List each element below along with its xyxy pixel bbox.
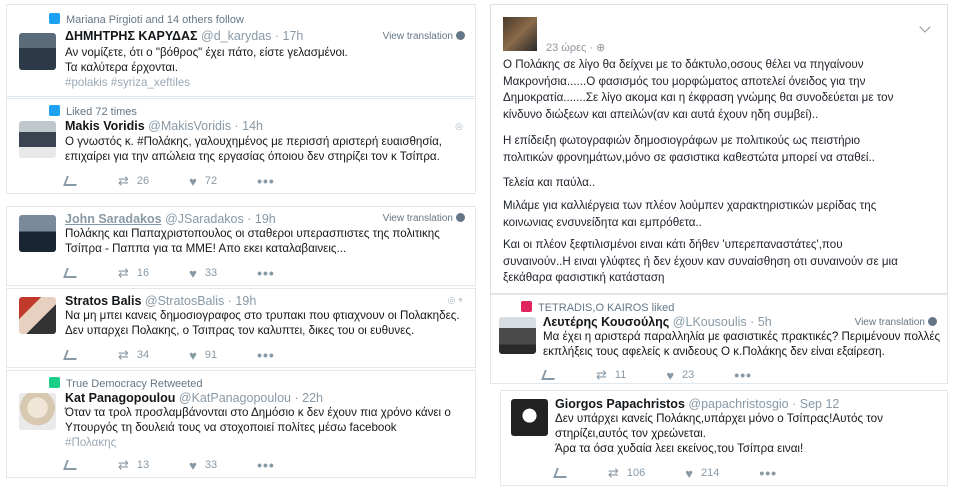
tweet-context bbox=[49, 377, 203, 390]
globe-icon bbox=[928, 317, 937, 326]
tweet-kousoulis[interactable] bbox=[490, 294, 948, 384]
post-line: Μακρονήσια......Ο φασισμός του μορφώματος αποτελεί όνειδος για την bbox=[503, 74, 866, 88]
tweet-line: Δεν υπάρχει κανείς Πολάκης,υπάρχει μόνο ο Τσίπρας!Αυτός τον bbox=[555, 412, 883, 425]
post-paragraph bbox=[503, 57, 943, 123]
avatar[interactable] bbox=[19, 33, 56, 70]
retweet-count: 34 bbox=[136, 349, 150, 361]
retweet-count: 26 bbox=[136, 175, 150, 187]
view-translation-label: View translation bbox=[854, 317, 925, 328]
retweet-icon[interactable]: ⇄ bbox=[118, 347, 129, 362]
tweet-saradakos[interactable] bbox=[6, 206, 476, 286]
like-icon[interactable]: ♥ bbox=[685, 465, 693, 481]
retweet-badge-icon bbox=[49, 377, 60, 388]
tweet-time[interactable]: · 14h bbox=[234, 119, 263, 133]
post-time[interactable] bbox=[546, 41, 605, 54]
tweet-line: Να μη μπει κανεις δημοσιογραφος στο τρυπακι που φτιαχνουν οι Πολακηδες. bbox=[65, 309, 460, 322]
facebook-post bbox=[490, 4, 948, 294]
post-line: Η επίδειξη φωτογραφιών δημοσιογράφων με πολιτικούς ως πειστήριο bbox=[503, 134, 861, 147]
retweet-icon[interactable]: ⇄ bbox=[118, 265, 129, 280]
retweet-count: 16 bbox=[136, 267, 150, 279]
tweet-voridis[interactable] bbox=[6, 98, 476, 194]
hashtags[interactable]: #polakis #syriza_xeftiles bbox=[65, 76, 191, 89]
tweet-body bbox=[555, 411, 935, 456]
reply-icon[interactable] bbox=[541, 370, 558, 380]
tweet-line: επιχαίρει για την απώλεια της εργασίας όποιου δεν στηρίζει τον κ Τσίπρα. bbox=[65, 150, 440, 163]
tweet-actions bbox=[65, 173, 275, 189]
view-translation-link[interactable] bbox=[383, 31, 465, 42]
like-count: 33 bbox=[204, 267, 218, 279]
view-translation-link[interactable] bbox=[855, 317, 937, 328]
avatar[interactable] bbox=[503, 17, 537, 51]
tweet-time[interactable]: · 19h bbox=[227, 294, 257, 308]
avatar[interactable] bbox=[511, 399, 548, 436]
avatar[interactable] bbox=[19, 121, 56, 158]
tweet-body bbox=[543, 329, 948, 359]
like-badge-icon bbox=[49, 105, 60, 116]
retweet-icon[interactable]: ⇄ bbox=[118, 173, 129, 188]
author-handle[interactable]: @MakisVoridis bbox=[148, 119, 232, 133]
post-line: ξεκάθαρα φασιστική κατάσταση bbox=[503, 271, 665, 284]
tweet-line: Υπουργός τη δουλειά τους να στοχοποιεί πολίτες μέσω facebook bbox=[65, 421, 397, 434]
tweet-line: Ο γνωστός κ. #Πολάκης, γαλουχημένος με περισσή αριστερή ευαισθησία, bbox=[65, 135, 443, 148]
avatar[interactable] bbox=[19, 215, 56, 252]
author-handle[interactable]: @JSaradakos bbox=[165, 212, 244, 226]
globe-icon: ◎ bbox=[455, 121, 463, 131]
tweet-balis[interactable] bbox=[6, 288, 476, 368]
tweet-body bbox=[65, 45, 470, 90]
tweet-karydas[interactable] bbox=[6, 4, 476, 97]
tweet-actions bbox=[543, 367, 752, 383]
hashtags[interactable]: #Πολακης bbox=[65, 436, 117, 449]
tweet-line: Δεν υπαρχει Πολακης, ο Τσιπρας τον καλυπτει, δικες του οι ευθυνες. bbox=[65, 324, 415, 337]
author-name[interactable]: Kat Panagopoulou bbox=[65, 391, 176, 405]
like-count: 33 bbox=[204, 459, 218, 471]
right-column bbox=[490, 0, 960, 494]
like-count: 91 bbox=[204, 349, 218, 361]
like-icon[interactable]: ♥ bbox=[666, 367, 675, 383]
like-count: 214 bbox=[700, 467, 720, 479]
tweet-actions bbox=[65, 347, 275, 363]
post-line: κοινωνιας ενσυνείδητα και εμπρόθετα.. bbox=[503, 215, 702, 229]
tweet-header bbox=[65, 29, 303, 43]
tweet-actions bbox=[65, 457, 275, 473]
retweet-icon[interactable]: ⇄ bbox=[608, 465, 619, 480]
retweet-icon[interactable]: ⇄ bbox=[118, 457, 129, 472]
more-icon[interactable]: ••• bbox=[759, 465, 778, 481]
post-time-text: 23 ώρες · bbox=[546, 42, 597, 54]
author-handle[interactable]: @KatPanagopoulou bbox=[178, 391, 291, 405]
avatar[interactable] bbox=[19, 297, 56, 334]
tweet-time[interactable]: · 5h bbox=[750, 315, 772, 329]
tweet-body bbox=[65, 134, 470, 164]
author-name[interactable]: Λευτέρης Κουσούλης bbox=[543, 315, 670, 329]
post-paragraph bbox=[503, 175, 943, 192]
like-count: 72 bbox=[204, 175, 218, 187]
like-icon[interactable]: ♥ bbox=[189, 265, 197, 281]
more-icon[interactable]: ••• bbox=[257, 347, 275, 363]
view-translation-label: View translation bbox=[382, 213, 453, 224]
like-count: 23 bbox=[682, 369, 695, 381]
tweet-header bbox=[65, 391, 323, 405]
post-paragraph bbox=[503, 198, 943, 231]
reply-icon[interactable] bbox=[63, 460, 80, 470]
context-text: Mariana Pirgioti and 14 others follow bbox=[66, 14, 244, 26]
post-line: πολιτικών φρονημάτων,μόνο σε φασιστικα καθεστώτα μπορεί να σταθεί.. bbox=[503, 150, 875, 164]
follow-icon bbox=[49, 13, 60, 24]
post-line: Δημοκρατία.......Σε λίγο ακομα και η έκφραση γνώμης θα συνοδεύεται με τον bbox=[503, 91, 894, 104]
author-name[interactable]: Makis Voridis bbox=[65, 119, 145, 133]
tweet-header bbox=[65, 212, 276, 226]
post-line: Τελεία και παύλα.. bbox=[503, 176, 596, 189]
reply-icon[interactable] bbox=[63, 176, 80, 186]
like-icon[interactable]: ♥ bbox=[189, 347, 197, 363]
post-paragraph bbox=[503, 237, 943, 287]
post-line: κίνδυνο διώξεων και απειλών(αν και αυτά έχουν ηδη συμβεί).. bbox=[503, 107, 819, 121]
like-icon[interactable]: ♥ bbox=[189, 457, 197, 473]
more-icon[interactable]: ••• bbox=[734, 367, 753, 383]
retweet-count: 13 bbox=[136, 459, 150, 471]
globe-icon bbox=[456, 213, 465, 222]
like-badge-icon bbox=[521, 301, 532, 312]
tweet-time[interactable]: · Sep 12 bbox=[792, 397, 840, 411]
avatar[interactable] bbox=[499, 317, 536, 354]
left-column bbox=[0, 0, 478, 494]
like-icon[interactable]: ♥ bbox=[189, 173, 197, 189]
tweet-line: Αν νομίζετε, ότι ο "βόθρος" έχει πάτο, είστε γελασμένοι. bbox=[65, 46, 348, 59]
retweet-count: 106 bbox=[626, 467, 646, 479]
tweet-context bbox=[521, 301, 674, 314]
reply-icon[interactable] bbox=[63, 350, 80, 360]
tweet-line: Τσίπρα - Παππα για τα ΜΜΕ! Απο εκει καταλαβαινεις... bbox=[65, 242, 347, 255]
tweet-header bbox=[65, 119, 263, 133]
tweet-header bbox=[65, 294, 256, 308]
post-line: Και οι πλέον ξεφτιλισμένοι ειναι κάτι δήθεν 'υπερεπαναστάτες',που bbox=[503, 238, 843, 251]
context-text: TETRADIS,O KAIROS liked bbox=[538, 302, 675, 314]
tweet-header bbox=[543, 315, 772, 329]
author-name[interactable]: John Saradakos bbox=[65, 212, 162, 226]
tweet-line: εκπλήξεις τους αφελείς κ ανιδεους Ο κ.Πολάκης δεν είναι εξαίρεση. bbox=[543, 345, 885, 358]
view-translation-label: View translation bbox=[382, 31, 453, 42]
tweet-line: Πολάκης και Παπαχριστοπουλος οι σταθεροι υπερασπιστες της πολιτικης bbox=[65, 227, 440, 240]
tweet-time[interactable]: · 17h bbox=[274, 29, 304, 43]
author-handle[interactable]: @d_karydas bbox=[201, 29, 272, 43]
reply-icon[interactable] bbox=[553, 468, 570, 478]
tweet-line: Άρα τα όσα χυδαία λεει εκείνος,του Τσίπρα ειναι! bbox=[555, 442, 804, 455]
avatar[interactable] bbox=[19, 393, 56, 430]
post-paragraph bbox=[503, 133, 943, 166]
retweet-count: 11 bbox=[614, 369, 627, 381]
post-line: συναινούν..Η ειναι γλύφτες ή δεν έχουν καν συναίσθηση οτι συναινούν σε μια bbox=[503, 254, 898, 268]
more-icon[interactable]: ••• bbox=[257, 265, 275, 281]
tweet-body bbox=[65, 405, 470, 450]
author-name[interactable]: Stratos Balis bbox=[65, 294, 142, 308]
tweet-line: Μα έχει η αριστερά παραλληλία με φασιστικές πρακτικές? Περιμένουν πολλές bbox=[543, 330, 941, 343]
tweet-context bbox=[49, 13, 244, 26]
context-text: True Democracy Retweeted bbox=[66, 378, 203, 390]
tweet-line: Όταν τα τρολ προσλαμβάνονται στο Δημόσιο κ δεν έχουν πια χρόνο κάνει ο bbox=[65, 406, 451, 419]
reply-icon[interactable] bbox=[63, 268, 80, 278]
chevron-down-icon[interactable] bbox=[919, 21, 930, 32]
post-line: Μιλάμε για καλλιέργεια των πλέον λούμπεν χαρακτηριστικών μερίδας της bbox=[503, 199, 877, 212]
tweet-header bbox=[555, 397, 839, 411]
tweet-actions bbox=[65, 265, 275, 281]
author-name[interactable]: Giorgos Papachristos bbox=[555, 397, 685, 411]
author-handle[interactable]: @StratosBalis bbox=[144, 294, 225, 308]
tweet-body bbox=[65, 226, 470, 256]
post-line: Ο Πολάκης σε λίγο θα δείχνει με το δάκτυλο,οσους θέλει να πηγαίνουν bbox=[503, 58, 864, 71]
author-handle[interactable]: @LKousoulis bbox=[672, 315, 747, 329]
tweet-context bbox=[49, 105, 137, 118]
tweet-body bbox=[65, 308, 470, 338]
more-icon[interactable]: ••• bbox=[257, 173, 275, 189]
author-name[interactable]: ΔΗΜΗΤΡΗΣ ΚΑΡΥΔΑΣ bbox=[65, 29, 198, 43]
tweet-line: Τα καλύτερα έρχονται. bbox=[65, 61, 178, 74]
more-icon[interactable]: ••• bbox=[257, 457, 275, 473]
view-translation-link[interactable] bbox=[383, 213, 465, 224]
globe-icon bbox=[456, 31, 465, 40]
location-icon: ◎ ⌖ bbox=[447, 295, 463, 305]
author-handle[interactable]: @papachristosgio bbox=[688, 397, 789, 411]
tweet-actions bbox=[555, 465, 777, 481]
retweet-icon[interactable]: ⇄ bbox=[596, 367, 607, 382]
tweet-line: στηρίζει,αυτός τον χρεώνεται. bbox=[555, 427, 706, 440]
tweet-time[interactable]: · 22h bbox=[294, 391, 323, 405]
tweet-papachristos[interactable] bbox=[500, 390, 948, 486]
tweet-panagopoulou[interactable] bbox=[6, 370, 476, 478]
tweet-time[interactable]: · 19h bbox=[247, 212, 276, 226]
globe-icon: ⊕ bbox=[596, 42, 606, 54]
context-text: Liked 72 times bbox=[66, 106, 137, 118]
